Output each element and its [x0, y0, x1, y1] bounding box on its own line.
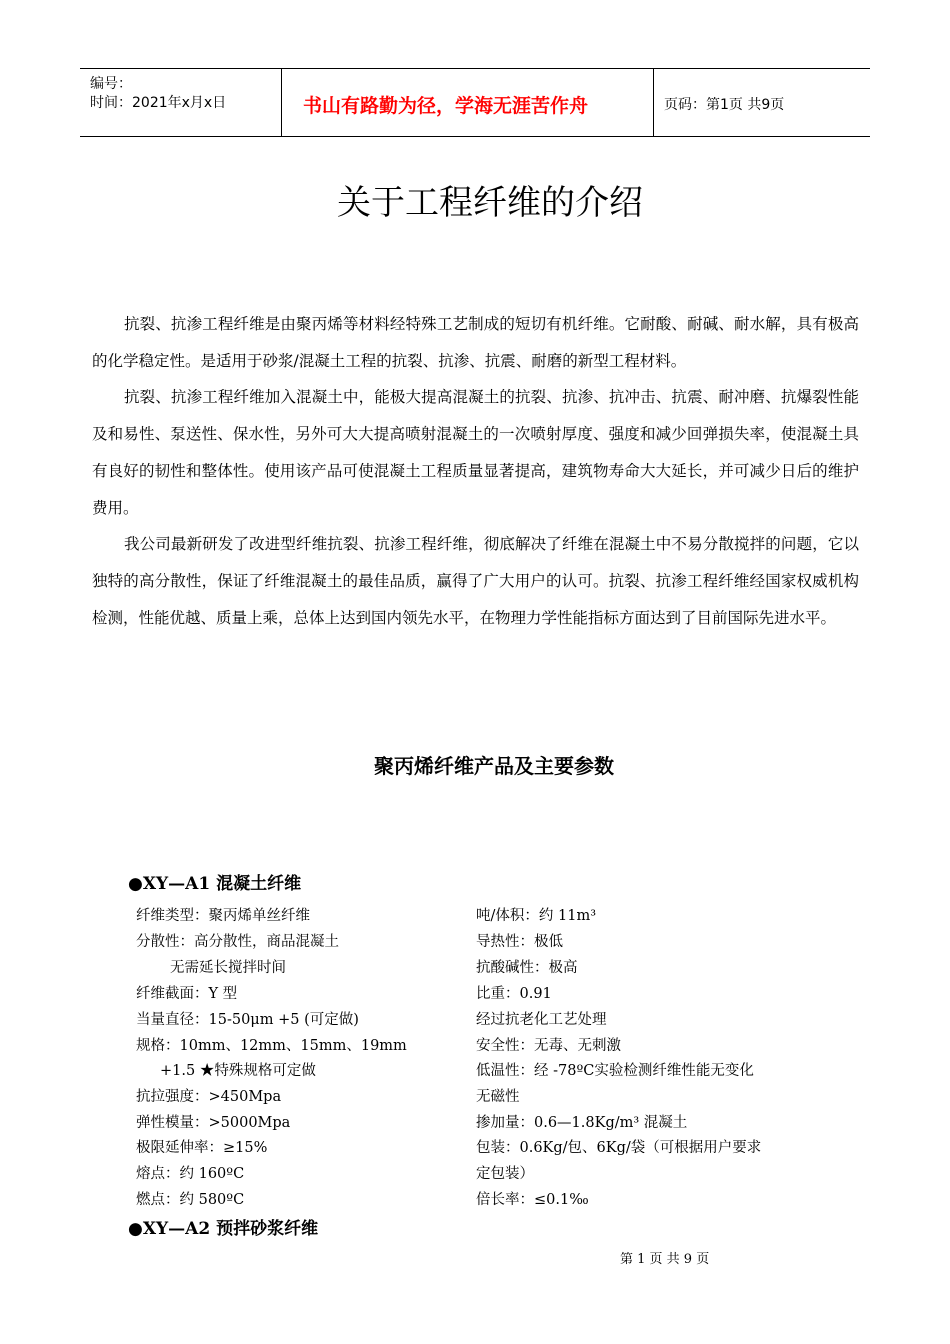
- code-label: 编号：: [90, 76, 132, 92]
- spec-right: 比重：0.91: [476, 986, 552, 1002]
- spec-left: 无需延长搅拌时间: [170, 960, 286, 976]
- paragraph-1: 抗裂、抗渗工程纤维是由聚丙烯等材料经特殊工艺制成的短切有机纤维。它耐酸、耐碱、耐水解，具有极高的化学稳定性。是适用于砂浆/混凝土工程的抗裂、抗渗、抗震、耐磨的新型工程材料。: [92, 315, 859, 370]
- product-name: XY—A2 预拌砂浆纤维: [142, 1219, 319, 1239]
- bullet-icon: ●: [128, 874, 143, 894]
- spec-left: 纤维截面：Y 型: [136, 986, 238, 1002]
- spec-left: 分散性：高分散性，商品混凝土: [136, 934, 339, 950]
- header-left-cell: [80, 69, 282, 136]
- spec-left: 纤维类型：聚丙烯单丝纤维: [136, 908, 310, 924]
- header-motto-cell: [281, 69, 654, 136]
- spec-left: 抗拉强度：>450Mpa: [136, 1089, 282, 1105]
- header-table: [80, 68, 870, 137]
- paragraph-3: 我公司最新研发了改进型纤维抗裂、抗渗工程纤维，彻底解决了纤维在混凝土中不易分散搅拌的问题，它以独特的高分散性，保证了纤维混凝土的最佳品质，赢得了广大用户的认可。抗裂、抗渗工程纤维经国家权威机构检测，性能优越、质量上乘，总体上达到国内领先水平，在物理力学性能指标方面达到了目前国际先进水平。: [92, 535, 859, 627]
- spec-left: 规格：10mm、12mm、15mm、19mm: [136, 1038, 407, 1054]
- spec-left: 熔点：约 160ºC: [136, 1166, 245, 1182]
- spec-left: +1.5 ★特殊规格可定做: [160, 1063, 316, 1079]
- spec-left: 弹性模量：>5000Mpa: [136, 1115, 291, 1131]
- bullet-icon: ●: [128, 1219, 143, 1239]
- spec-left: 当量直径：15-50μm +5 (可定做): [136, 1012, 359, 1028]
- spec-left: 燃点：约 580ºC: [136, 1192, 245, 1208]
- spec-right: 掺加量：0.6—1.8Kg/m³ 混凝土: [476, 1115, 688, 1131]
- spec-right: 低温性：经 -78ºC实验检测纤维性能无变化: [476, 1063, 754, 1079]
- spec-right: 吨/体积：约 11m³: [476, 908, 597, 924]
- spec-right: 包装：0.6Kg/包、6Kg/袋（可根据用户要求: [476, 1140, 762, 1156]
- page-footer: 第 1 页 共 9 页: [620, 1252, 710, 1267]
- product-heading-a1: [128, 869, 301, 894]
- spec-right: 无磁性: [476, 1089, 520, 1105]
- paragraph-2: 抗裂、抗渗工程纤维加入混凝土中，能极大提高混凝土的抗裂、抗渗、抗冲击、抗震、耐冲磨、抗爆裂性能及和易性、泵送性、保水性，另外可大大提高喷射混凝土的一次喷射厚度、强度和减少回弹损失率，使混凝土具有良好的韧性和整体性。使用该产品可使混凝土工程质量显著提高，建筑物寿命大大延长，并可减少日后的维护费用。: [92, 388, 859, 517]
- spec-left: 极限延伸率：≥15%: [136, 1140, 268, 1156]
- document-title: 关于工程纤维的介绍: [337, 183, 643, 223]
- motto: 书山有路勤为径，学海无涯苦作舟: [303, 95, 589, 117]
- time-label: 时间：2021年x月x日: [90, 95, 227, 111]
- spec-right: 经过抗老化工艺处理: [476, 1012, 607, 1028]
- product-heading-a2: [128, 1214, 318, 1239]
- page-info: 页码：第1页 共9页: [664, 97, 785, 113]
- section-subtitle: 聚丙烯纤维产品及主要参数: [374, 754, 614, 778]
- spec-right: 抗酸碱性：极高: [476, 960, 578, 976]
- spec-right: 定包装）: [476, 1166, 534, 1182]
- spec-right: 倍长率：≤0.1‰: [476, 1192, 589, 1208]
- spec-right: 安全性：无毒、无刺激: [476, 1038, 621, 1054]
- product-name: XY—A1 混凝土纤维: [142, 874, 302, 894]
- header-page-cell: [654, 69, 870, 136]
- spec-right: 导热性：极低: [476, 934, 563, 950]
